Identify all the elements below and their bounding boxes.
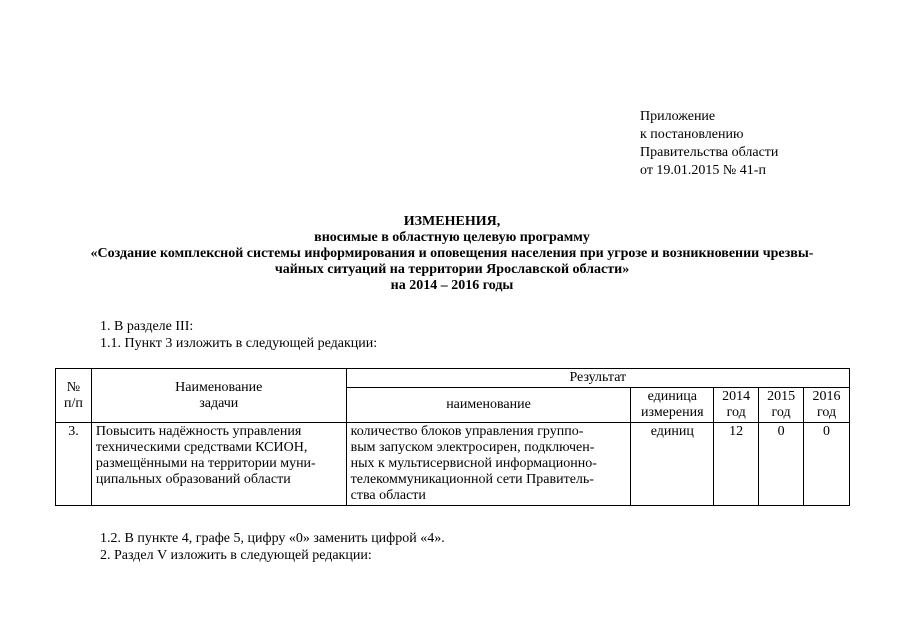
header-year-label: год (816, 405, 837, 420)
document-title (40, 214, 864, 294)
cell-name-line: ства области (350, 488, 426, 503)
header-unit (631, 388, 714, 423)
title-line: на 2014 – 2016 годы (390, 278, 514, 293)
paragraph: 1.1. Пункт 3 изложить в следующей редакции: (100, 336, 378, 351)
title-line: ИЗМЕНЕНИЯ, (403, 214, 501, 229)
cell-name-line: вым запуском электросирен, подключен- (350, 440, 595, 455)
appendix-line: от 19.01.2015 № 41-п (640, 163, 766, 178)
header-num-line: п/п (64, 395, 83, 411)
cell-name-line: телекоммуникационной сети Правитель- (350, 472, 594, 487)
cell-task-line: ципальных образований области (95, 472, 291, 487)
header-year: 2016 (812, 389, 841, 404)
header-num (56, 369, 92, 423)
appendix-line: Приложение (640, 109, 716, 124)
header-year: 2015 (767, 389, 796, 404)
changes-table (55, 368, 850, 506)
cell-task-line: Повысить надёжность управления (95, 424, 302, 439)
cell-2016: 0 (804, 423, 850, 506)
cell-name (346, 423, 631, 506)
header-task-line: задачи (199, 395, 239, 411)
cell-name-line: ных к мультисервисной информационно- (350, 456, 597, 471)
cell-name-line: количество блоков управления группо- (350, 424, 584, 439)
header-task-line: Наименование (175, 379, 263, 395)
paragraph: 1. В разделе III: (100, 319, 194, 334)
cell-2015: 0 (759, 423, 804, 506)
title-line: чайных ситуаций на территории Ярославской области» (274, 262, 630, 277)
header-year-label: год (771, 405, 791, 420)
header-unit-line: измерения (641, 405, 704, 420)
header-year-label: год (726, 405, 746, 420)
appendix-line: к постановлению (640, 127, 744, 142)
cell-num: 3. (56, 423, 92, 506)
paragraph: 1.2. В пункте 4, графе 5, цифру «0» заменить цифрой «4». (100, 531, 445, 546)
title-line: «Создание комплексной системы информирования и оповещения населения при угрозе и возникновении чрезвы- (90, 246, 814, 261)
cell-task-line: размещёнными на территории муни- (95, 456, 316, 471)
header-result: Результат (346, 369, 849, 388)
header-2015 (759, 388, 804, 423)
header-num-line: № (66, 379, 81, 395)
title-line: вносимые в областную целевую программу (314, 230, 590, 245)
appendix-line: Правительства области (640, 145, 779, 160)
header-year: 2014 (722, 389, 751, 404)
cell-task-line: техническими средствами КСИОН, (95, 440, 308, 455)
appendix-header (640, 108, 778, 180)
cell-2014: 12 (714, 423, 759, 506)
paragraph: 2. Раздел V изложить в следующей редакции: (100, 548, 372, 563)
table-row (56, 423, 850, 506)
header-name: наименование (346, 388, 631, 423)
cell-task (91, 423, 346, 506)
header-task (91, 369, 346, 423)
header-2016 (804, 388, 850, 423)
table-header-row (56, 369, 850, 388)
header-unit-line: единица (647, 389, 697, 404)
cell-unit: единиц (631, 423, 714, 506)
header-2014 (714, 388, 759, 423)
